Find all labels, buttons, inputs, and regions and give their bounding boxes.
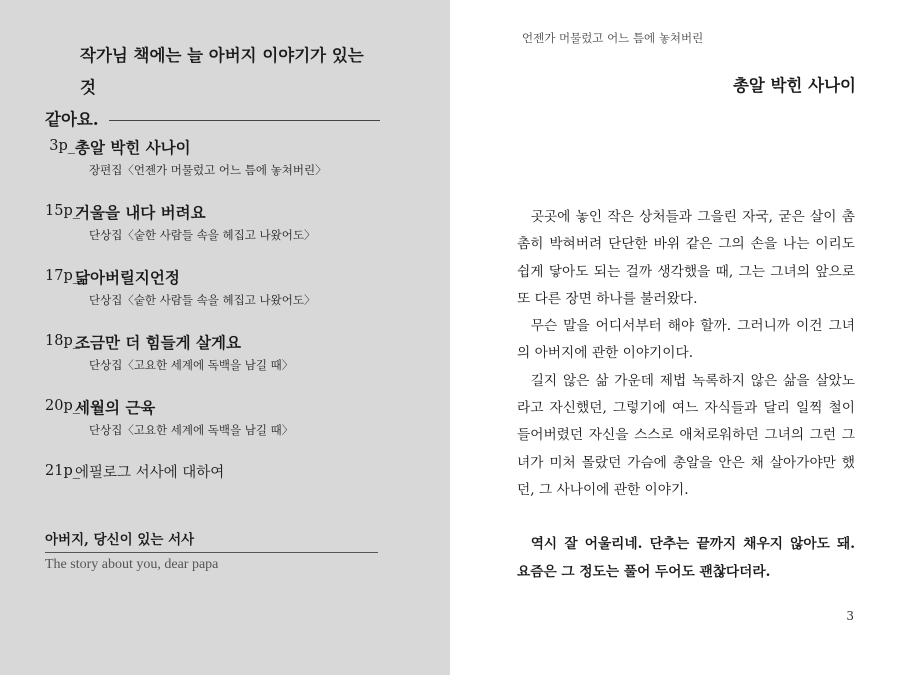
right-page bbox=[450, 0, 900, 675]
toc-item bbox=[45, 262, 405, 327]
toc-title: 총알 박힌 사나이 bbox=[75, 138, 191, 157]
toc-page-number: 3p_ bbox=[49, 138, 75, 154]
chapter-body bbox=[517, 204, 855, 586]
toc-page-number: 15p_ bbox=[45, 203, 80, 219]
toc-subtitle: 장편집〈언젠가 머물렀고 어느 틈에 놓쳐버린〉 bbox=[89, 163, 327, 177]
intro-question bbox=[45, 40, 380, 136]
intro-line-1: 작가님 책에는 늘 아버지 이야기가 있는 것 bbox=[80, 46, 364, 97]
toc-title: 닮아버릴지언정 bbox=[75, 268, 180, 287]
intro-line-2: 같아요. bbox=[45, 110, 99, 129]
quote-paragraph: 역시 잘 어울리네. 단추는 끝까지 채우지 않아도 돼. 요즘은 그 정도는 풀어 두어도 괜찮다더라. bbox=[517, 536, 855, 580]
toc-subtitle: 단상집〈숱한 사람들 속을 헤집고 나왔어도〉 bbox=[89, 293, 316, 307]
toc-subtitle: 단상집〈고요한 세계에 독백을 남길 때〉 bbox=[89, 358, 294, 372]
book-info bbox=[45, 528, 378, 573]
toc-subtitle: 단상집〈고요한 세계에 독백을 남길 때〉 bbox=[89, 423, 294, 437]
toc-subtitle: 단상집〈숱한 사람들 속을 헤집고 나왔어도〉 bbox=[89, 228, 316, 242]
body-paragraph: 무슨 말을 어디서부터 해야 할까. 그러니까 이건 그녀의 아버지에 관한 이야기이다. bbox=[517, 318, 855, 362]
toc-page-number: 18p_ bbox=[45, 333, 80, 349]
toc-item bbox=[45, 392, 405, 457]
intro-rule bbox=[109, 120, 380, 121]
toc-title: 거울을 내다 버려요 bbox=[75, 203, 206, 222]
toc-item bbox=[45, 457, 405, 522]
toc-item bbox=[45, 327, 405, 392]
toc-item bbox=[45, 197, 405, 262]
toc-title: 조금만 더 힘들게 살게요 bbox=[75, 333, 241, 352]
toc-title: 세월의 근육 bbox=[75, 398, 156, 417]
body-paragraph: 길지 않은 삶 가운데 제법 녹록하지 않은 삶을 살았노라고 자신했던, 그렇기에 여느 자식들과 달리 일찍 철이 들어버렸던 자신을 스스로 애처로워하던 그녀의 그런 그녀가 미처 몰랐던 가슴에 총알을 안은 채 살아가야만 했던, 그 사나이에 관한 이야기. bbox=[517, 372, 855, 498]
book-title: 아버지, 당신이 있는 서사 bbox=[45, 528, 378, 553]
paragraph-gap bbox=[517, 504, 855, 531]
toc-page-number: 21p_ bbox=[45, 463, 80, 479]
toc-page-number: 20p_ bbox=[45, 398, 80, 414]
running-header: 언젠가 머물렀고 어느 틈에 놓쳐버린 bbox=[522, 31, 704, 45]
toc-title: 에필로그 서사에 대하여 bbox=[75, 465, 225, 481]
book-subtitle: The story about you, dear papa bbox=[45, 557, 219, 572]
toc-item bbox=[45, 132, 405, 197]
page-number: 3 bbox=[846, 609, 854, 623]
toc-page-number: 17p_ bbox=[45, 268, 80, 284]
table-of-contents bbox=[45, 132, 405, 522]
chapter-title: 총알 박힌 사나이 bbox=[732, 76, 856, 95]
body-paragraph: 곳곳에 놓인 작은 상처들과 그을린 자국, 굳은 살이 촘촘히 박혀버려 단단한 바위 같은 그의 손을 나는 이리도 쉽게 닿아도 되는 걸까 생각했을 때, 그는 그녀의 앞으로 또 다른 장면 하나를 불러왔다. bbox=[517, 209, 855, 307]
